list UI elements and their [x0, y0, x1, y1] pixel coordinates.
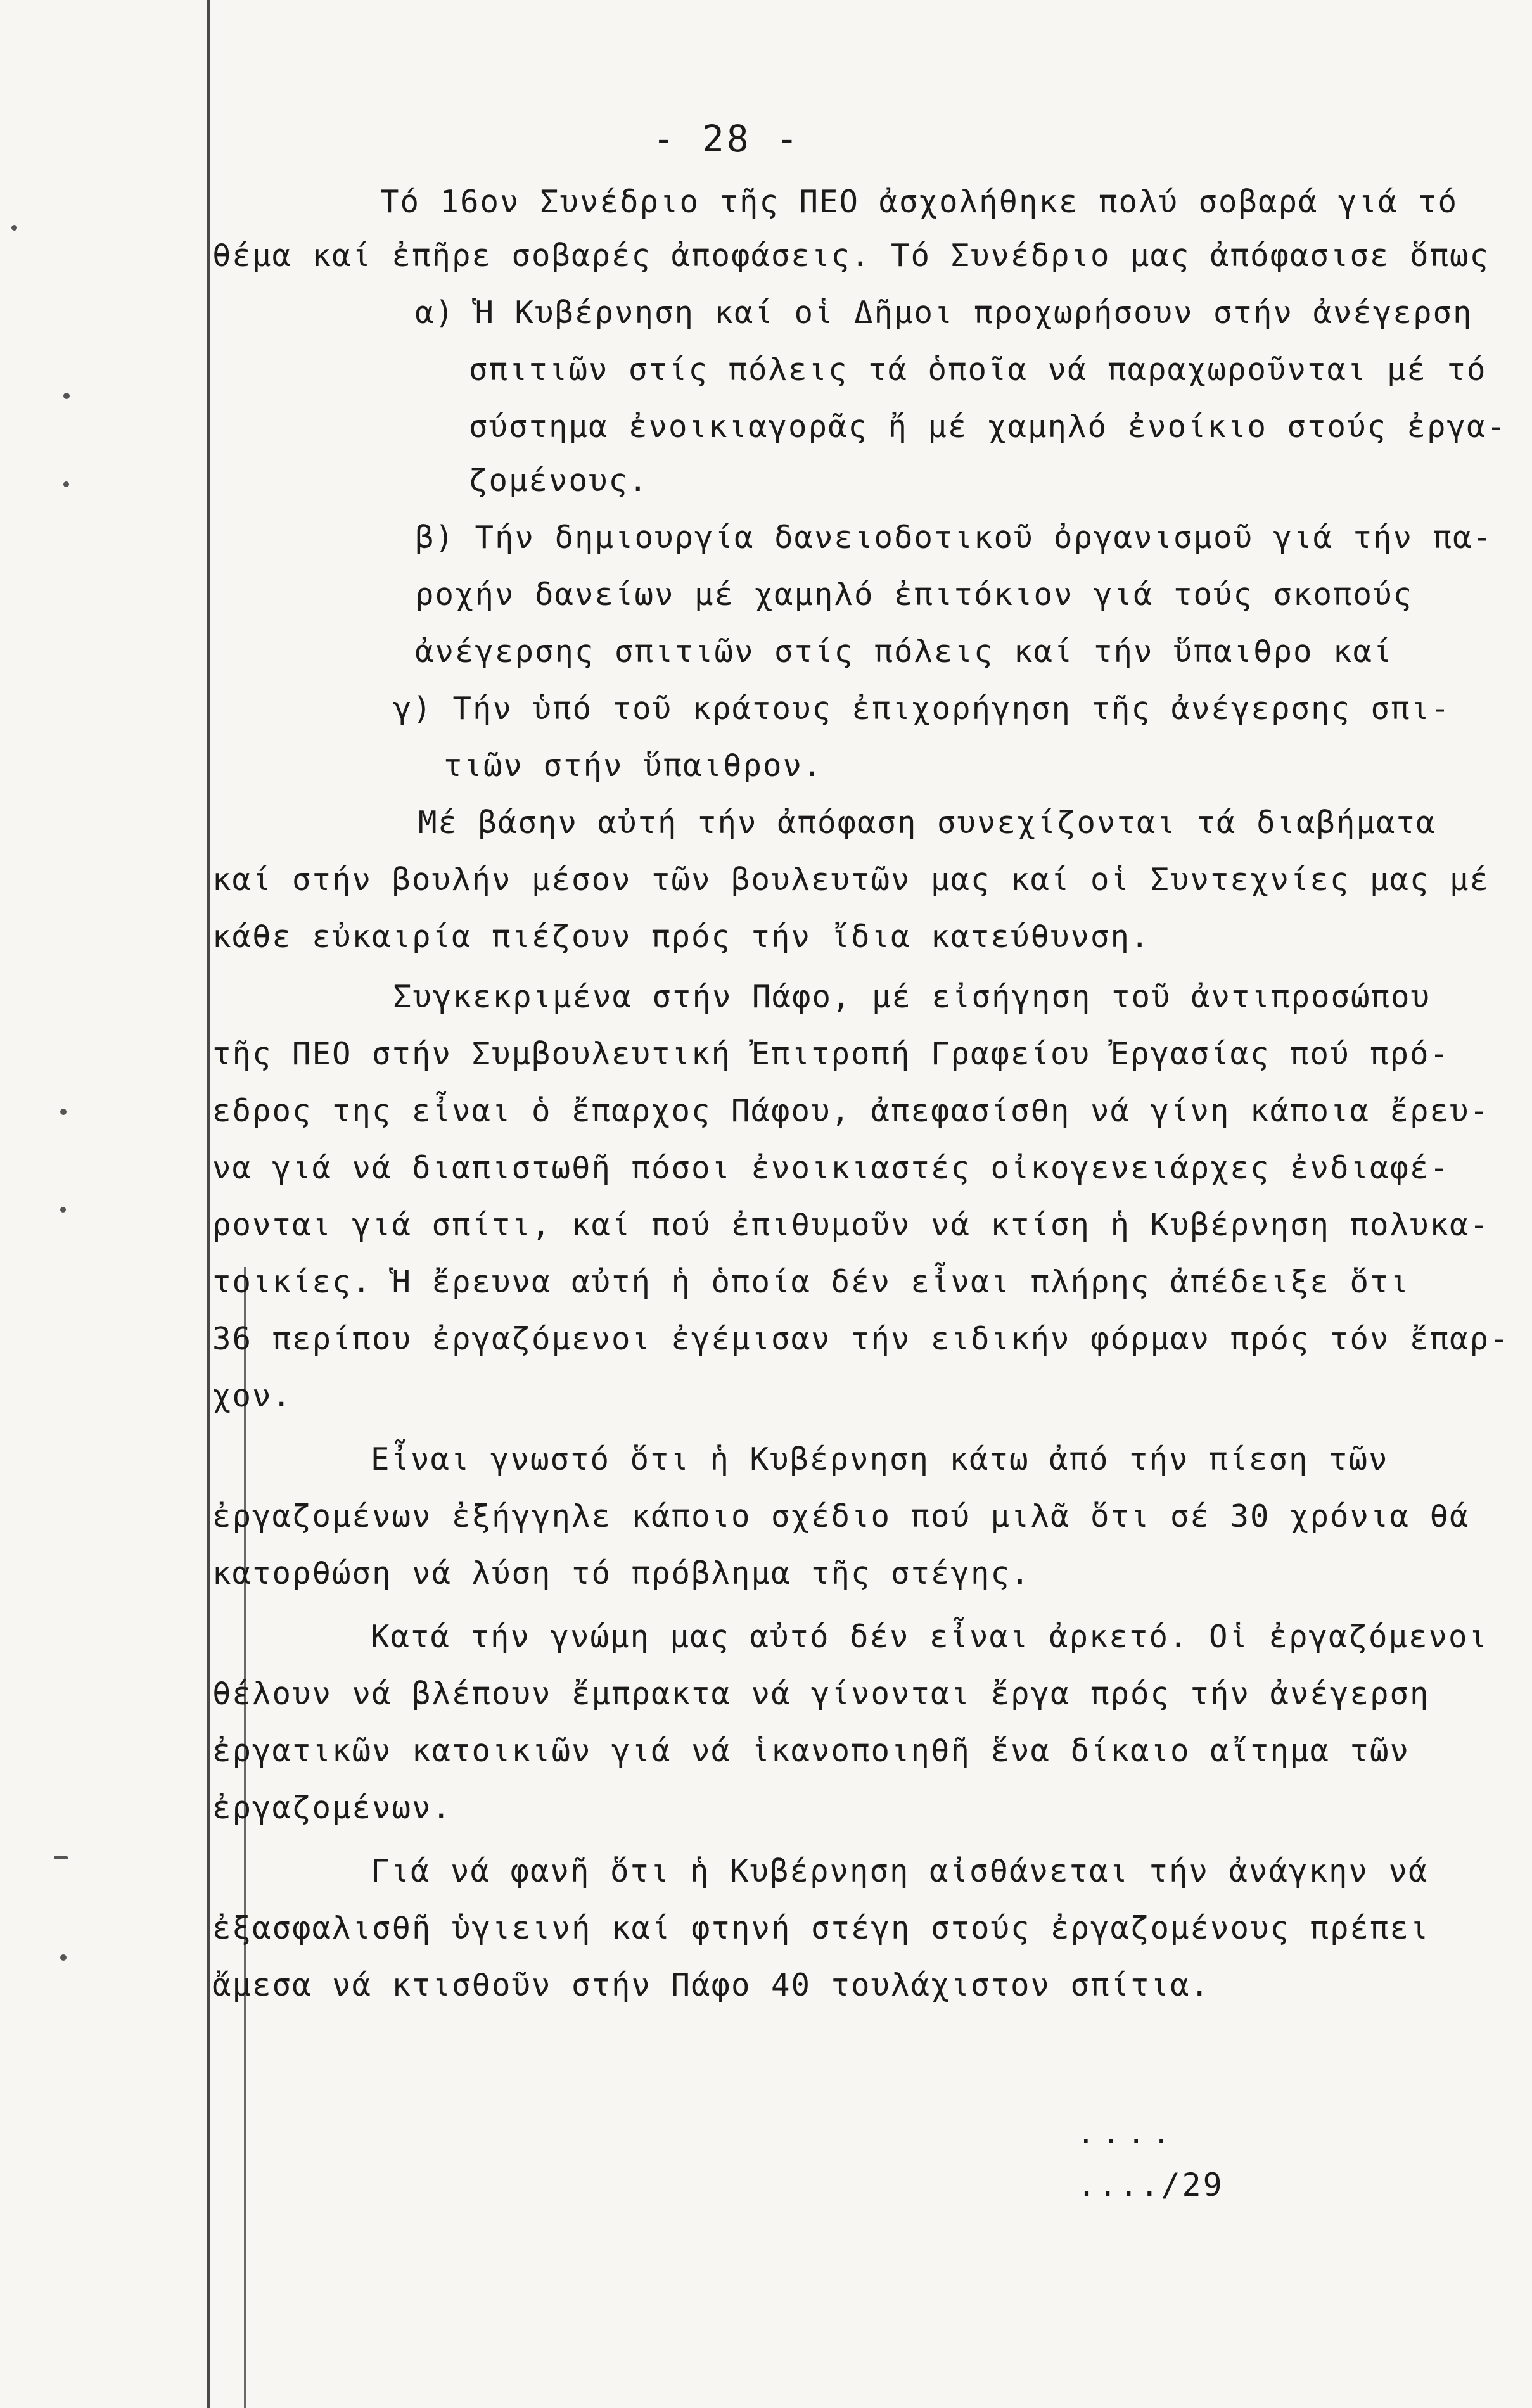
text-line: ἐργαζομένων.	[212, 1790, 452, 1826]
text-line: ἐξασφαλισθῆ ὑγιεινή καί φτηνή στέγη στούς ἐργαζομένους πρέπει	[212, 1910, 1430, 1946]
text-line: σύστημα ἐνοικιαγορᾶς ἤ μέ χαμηλό ἐνοίκιο στούς ἐργα-	[469, 409, 1507, 445]
text-line: ἐργατικῶν κατοικιῶν γιά νά ἱκανοποιηθῆ ἕνα δίκαιο αἴτημα τῶν	[212, 1733, 1410, 1769]
text-line: τῆς ΠΕΟ στήν Συμβουλευτική Ἐπιτροπή Γραφείου Ἐργασίας πού πρό-	[212, 1036, 1450, 1072]
scan-speck	[63, 393, 70, 399]
scan-speck	[63, 481, 69, 487]
text-line: Εἶναι γνωστό ὅτι ἡ Κυβέρνηση κάτω ἀπό τήν πίεση τῶν	[371, 1441, 1389, 1477]
text-line: γ) Τήν ὑπό τοῦ κράτους ἐπιχορήγηση τῆς ἀνέγερσης σπι-	[393, 691, 1451, 727]
page-number: - 28 -	[653, 117, 801, 160]
text-line: ἄμεσα νά κτισθοῦν στήν Πάφο 40 τουλάχιστον σπίτια.	[212, 1967, 1211, 2003]
text-line: ρονται γιά σπίτι, καί πού ἐπιθυμοῦν νά κτίση ἡ Κυβέρνηση πολυκα-	[212, 1207, 1490, 1243]
text-line: ἀνέγερσης σπιτιῶν στίς πόλεις καί τήν ὕπαιθρο καί	[415, 634, 1393, 670]
left-margin-line	[207, 0, 210, 2408]
scan-speck	[54, 1856, 68, 1859]
text-line: σπιτιῶν στίς πόλεις τά ὁποῖα νά παραχωροῦνται μέ τό	[469, 352, 1487, 388]
text-line: θέλουν νά βλέπουν ἔμπρακτα νά γίνονται ἔργα πρός τήν ἀνέγερση	[212, 1676, 1430, 1712]
continuation-dots: ....	[1077, 2116, 1178, 2150]
text-line: β) Τήν δημιουργία δανειοδοτικοῦ ὀργανισμοῦ γιά τήν πα-	[415, 519, 1493, 556]
scan-speck	[60, 1954, 67, 1961]
text-line: Γιά νά φανῆ ὅτι ἡ Κυβέρνηση αἰσθάνεται τήν ἀνάγκην νά	[371, 1853, 1429, 1889]
text-line: 36 περίπου ἐργαζόμενοι ἐγέμισαν τήν ειδικήν φόρμαν πρός τόν ἔπαρ-	[212, 1321, 1510, 1357]
scan-speck	[60, 1207, 66, 1213]
continuation-page-ref: ..../29	[1077, 2167, 1224, 2203]
text-line: ροχήν δανείων μέ χαμηλό ἐπιτόκιον γιά τούς σκοπούς	[415, 577, 1414, 613]
text-line: Κατά τήν γνώμη μας αὐτό δέν εἶναι ἀρκετό. Οἱ ἐργαζόμενοι	[371, 1619, 1489, 1655]
text-line: να γιά νά διαπιστωθῆ πόσοι ἐνοικιαστές οἰκογενειάρχες ἐνδιαφέ-	[212, 1150, 1450, 1186]
scan-speck	[11, 225, 17, 231]
text-line: εδρος της εἶναι ὁ ἔπαρχος Πάφου, ἀπεφασίσθη νά γίνη κάποια ἔρευ-	[212, 1093, 1490, 1129]
scan-speck	[60, 1109, 67, 1115]
text-line: θέμα καί ἐπῆρε σοβαρές ἀποφάσεις. Τό Συνέδριο μας ἀπόφασισε ὅπως	[212, 238, 1490, 274]
inner-margin-line	[244, 1267, 246, 2408]
text-line: τιῶν στήν ὕπαιθρον.	[444, 748, 823, 784]
text-line: Τό 16ον Συνέδριο τῆς ΠΕΟ ἀσχολήθηκε πολύ σοβαρά γιά τό	[380, 184, 1459, 220]
text-line: καί στήν βουλήν μέσον τῶν βουλευτῶν μας καί οἱ Συντεχνίες μας μέ	[212, 862, 1490, 898]
text-line: χον.	[212, 1378, 293, 1414]
text-line: κάθε εὐκαιρία πιέζουν πρός τήν ἴδια κατεύθυνση.	[212, 919, 1151, 955]
text-line: Μέ βάσην αὐτή τήν ἀπόφαση συνεχίζονται τά διαβήματα	[418, 805, 1436, 841]
text-line: κατορθώση νά λύση τό πρόβλημα τῆς στέγης.	[212, 1555, 1031, 1591]
text-line: Συγκεκριμένα στήν Πάφο, μέ εἰσήγηση τοῦ ἀντιπροσώπου	[393, 979, 1431, 1015]
text-line: ζομένους.	[469, 462, 649, 499]
text-line: τοικίες. Ἡ ἔρευνα αὐτή ἡ ὁποία δέν εἶναι πλήρης ἀπέδειξε ὅτι	[212, 1264, 1410, 1300]
text-line: α) Ἡ Κυβέρνηση καί οἱ Δῆμοι προχωρήσουν στήν ἀνέγερση	[415, 295, 1473, 331]
text-line: ἐργαζομένων ἐξήγγηλε κάποιο σχέδιο πού μιλᾶ ὅτι σέ 30 χρόνια θά	[212, 1498, 1470, 1534]
